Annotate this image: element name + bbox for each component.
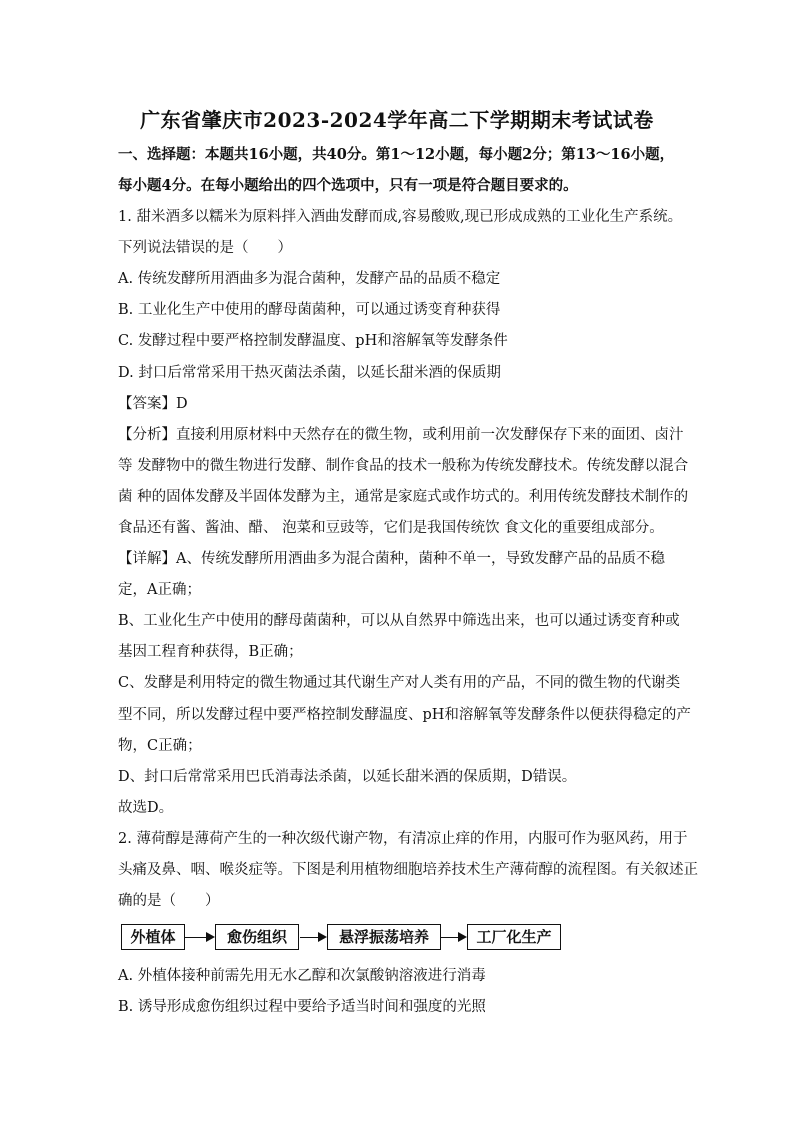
q2-stem-line-1: 2. 薄荷醇是薄荷产生的一种次级代谢产物，有清凉止痒的作用，内服可作为驱风药，用于	[118, 831, 688, 847]
q1-detail-line: D、封口后常常采用巴氏消毒法杀菌，以延长甜米酒的保质期，D错误。	[118, 769, 577, 785]
flow-step-callus: 愈伤组织	[215, 924, 299, 950]
q1-detail-line: 定，A正确；	[118, 582, 201, 598]
flow-arrow	[441, 937, 465, 938]
q1-option-a: A. 传统发酵所用酒曲多为混合菌种，发酵产品的品质不稳定	[118, 271, 501, 287]
section-instructions-line-2: 每小题4分。在每小题给出的四个选项中，只有一项是符合题目要求的。	[118, 177, 578, 194]
q1-option-c: C. 发酵过程中要严格控制发酵温度、pH和溶解氧等发酵条件	[118, 333, 508, 349]
q1-detail-line: 基因工程育种获得，B正确；	[118, 644, 303, 660]
q1-detail-line: 故选D。	[118, 800, 174, 816]
flow-step-explant: 外植体	[121, 924, 185, 950]
flow-step-factory-production: 工厂化生产	[467, 924, 561, 950]
q1-detail-line: 【详解】A、传统发酵所用酒曲多为混合菌种，菌种不单一，导致发酵产品的品质不稳	[118, 551, 665, 567]
q1-detail-line: 型不同，所以发酵过程中要严格控制发酵温度、pH和溶解氧等发酵条件以便获得稳定的产	[118, 707, 691, 723]
q1-detail-line: C、发酵是利用特定的微生物通过其代谢生产对人类有用的产品，不同的微生物的代谢类	[118, 675, 681, 691]
q1-analysis-line: 等 发酵物中的微生物进行发酵、制作食品的技术一般称为传统发酵技术。传统发酵以混合	[118, 458, 689, 474]
q2-option-a: A. 外植体接种前需先用无水乙醇和次氯酸钠溶液进行消毒	[118, 968, 486, 984]
q1-detail-line: B、工业化生产中使用的酵母菌菌种，可以从自然界中筛选出来，也可以通过诱变育种或	[118, 613, 680, 629]
q1-analysis-line: 食品还有酱、酱油、醋、 泡菜和豆豉等，它们是我国传统饮 食文化的重要组成部分。	[118, 520, 664, 536]
q1-detail-line: 物，C正确；	[118, 738, 202, 754]
section-instructions-line-1: 一、选择题：本题共16小题，共40分。第1～12小题，每小题2分；第13～16小题，	[118, 146, 675, 163]
q1-analysis-line: 菌 种的固体发酵及半固体发酵为主，通常是家庭式或作坊式的。利用传统发酵技术制作的	[118, 489, 689, 505]
q1-stem-line-2: 下列说法错误的是（ ）	[118, 240, 292, 256]
q1-option-b: B. 工业化生产中使用的酵母菌菌种，可以通过诱变育种获得	[118, 302, 501, 318]
q1-option-d: D. 封口后常常采用干热灭菌法杀菌，以延长甜米酒的保质期	[118, 365, 501, 381]
q2-stem-line-2: 头痛及鼻、咽、喉炎症等。下图是利用植物细胞培养技术生产薄荷醇的流程图。有关叙述正	[118, 862, 698, 878]
exam-title: 广东省肇庆市2023-2024学年高二下学期期末考试试卷	[140, 108, 654, 132]
q2-stem-line-3: 确的是（ ）	[118, 893, 220, 909]
flow-step-suspension-culture: 悬浮振荡培养	[327, 924, 441, 950]
flow-arrow	[185, 937, 213, 938]
q2-option-b: B. 诱导形成愈伤组织过程中要给予适当时间和强度的光照	[118, 999, 486, 1015]
flow-arrow	[300, 937, 325, 938]
q1-answer: 【答案】D	[118, 396, 188, 412]
q2-flow-diagram	[121, 924, 581, 952]
q1-analysis-line: 【分析】直接利用原材料中天然存在的微生物，或利用前一次发酵保存下来的面团、卤汁	[118, 427, 684, 443]
q1-stem-line-1: 1. 甜米酒多以糯米为原料拌入酒曲发酵而成,容易酸败,现已形成成熟的工业化生产系统。	[118, 209, 683, 225]
